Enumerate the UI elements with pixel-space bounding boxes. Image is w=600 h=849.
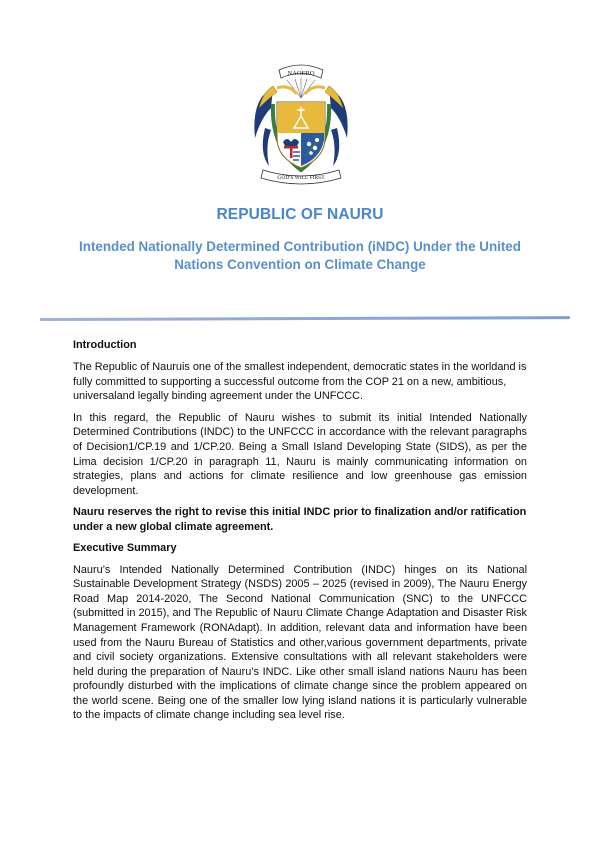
introduction-paragraph-1: The Republic of Nauruis one of the smallest independent, democratic states in the worldand is fully committed to supporting a successful outcome from the COP 21 on a new, ambitious, universaland legally binding agreement under the UNFCCC. bbox=[73, 361, 527, 403]
introduction-paragraph-2: In this regard, the Republic of Nauru wishes to submit its initial Intended Nationally Determined Contributions (INDC) to the UNFCCC in accordance with the relevant paragraphs of Decision1/CP.19 and 1/CP.20. Being a Small Island Developing State (SIDS), as per the Lima decision 1/CP.20 in paragraph 11, Nauru is mainly communicating information on strategies, plans and actions for climate resilience and low greenhouse gas emission development. bbox=[73, 411, 527, 497]
motto-top: NAOERO bbox=[287, 70, 315, 77]
top-banner bbox=[279, 65, 323, 78]
executive-summary-heading: Executive Summary bbox=[73, 541, 177, 554]
header-divider bbox=[40, 316, 570, 321]
motto-bottom: GOD'S WILL FIRST bbox=[277, 175, 325, 181]
shield bbox=[277, 102, 325, 168]
reservation-statement: Nauru reserves the right to revise this initial INDC prior to finalization and/or ratification under a new global climate agreement. bbox=[73, 506, 527, 533]
document-body bbox=[73, 338, 527, 730]
document-subtitle: Intended Nationally Determined Contribution (iNDC) Under the United Nations Convention on Climate Change bbox=[79, 239, 521, 272]
document-title: REPUBLIC OF NAURU bbox=[216, 206, 384, 223]
executive-summary-paragraph-1: Nauru’s Intended Nationally Determined Contribution (INDC) hinges on its National Sustainable Development Strategy (NSDS) 2005 – 2025 (revised in 2009), The Nauru Energy Road Map 2014-2020, The Second National Communication (SNC) to the UNFCCC (submitted in 2015), and The Republic of Nauru Climate Change Adaptation and Disaster Risk Management Framework (RONAdapt). In addition, relevant data and information have been used from the Nauru Bureau of Statistics and other,various government departments, private and civil society organizations. Extensive consultations with all relevant stakeholders were held during the preparation of Nauru’s INDC. Like other small island nations Nauru has been profoundly disturbed with the implications of climate change since the problem appeared on the world scene. Being one of the smaller low lying island nations it is particularly vulnerable to the impacts of climate change including sea level rise. bbox=[73, 563, 527, 722]
coat-of-arms-icon bbox=[243, 58, 359, 186]
introduction-heading: Introduction bbox=[73, 339, 137, 351]
